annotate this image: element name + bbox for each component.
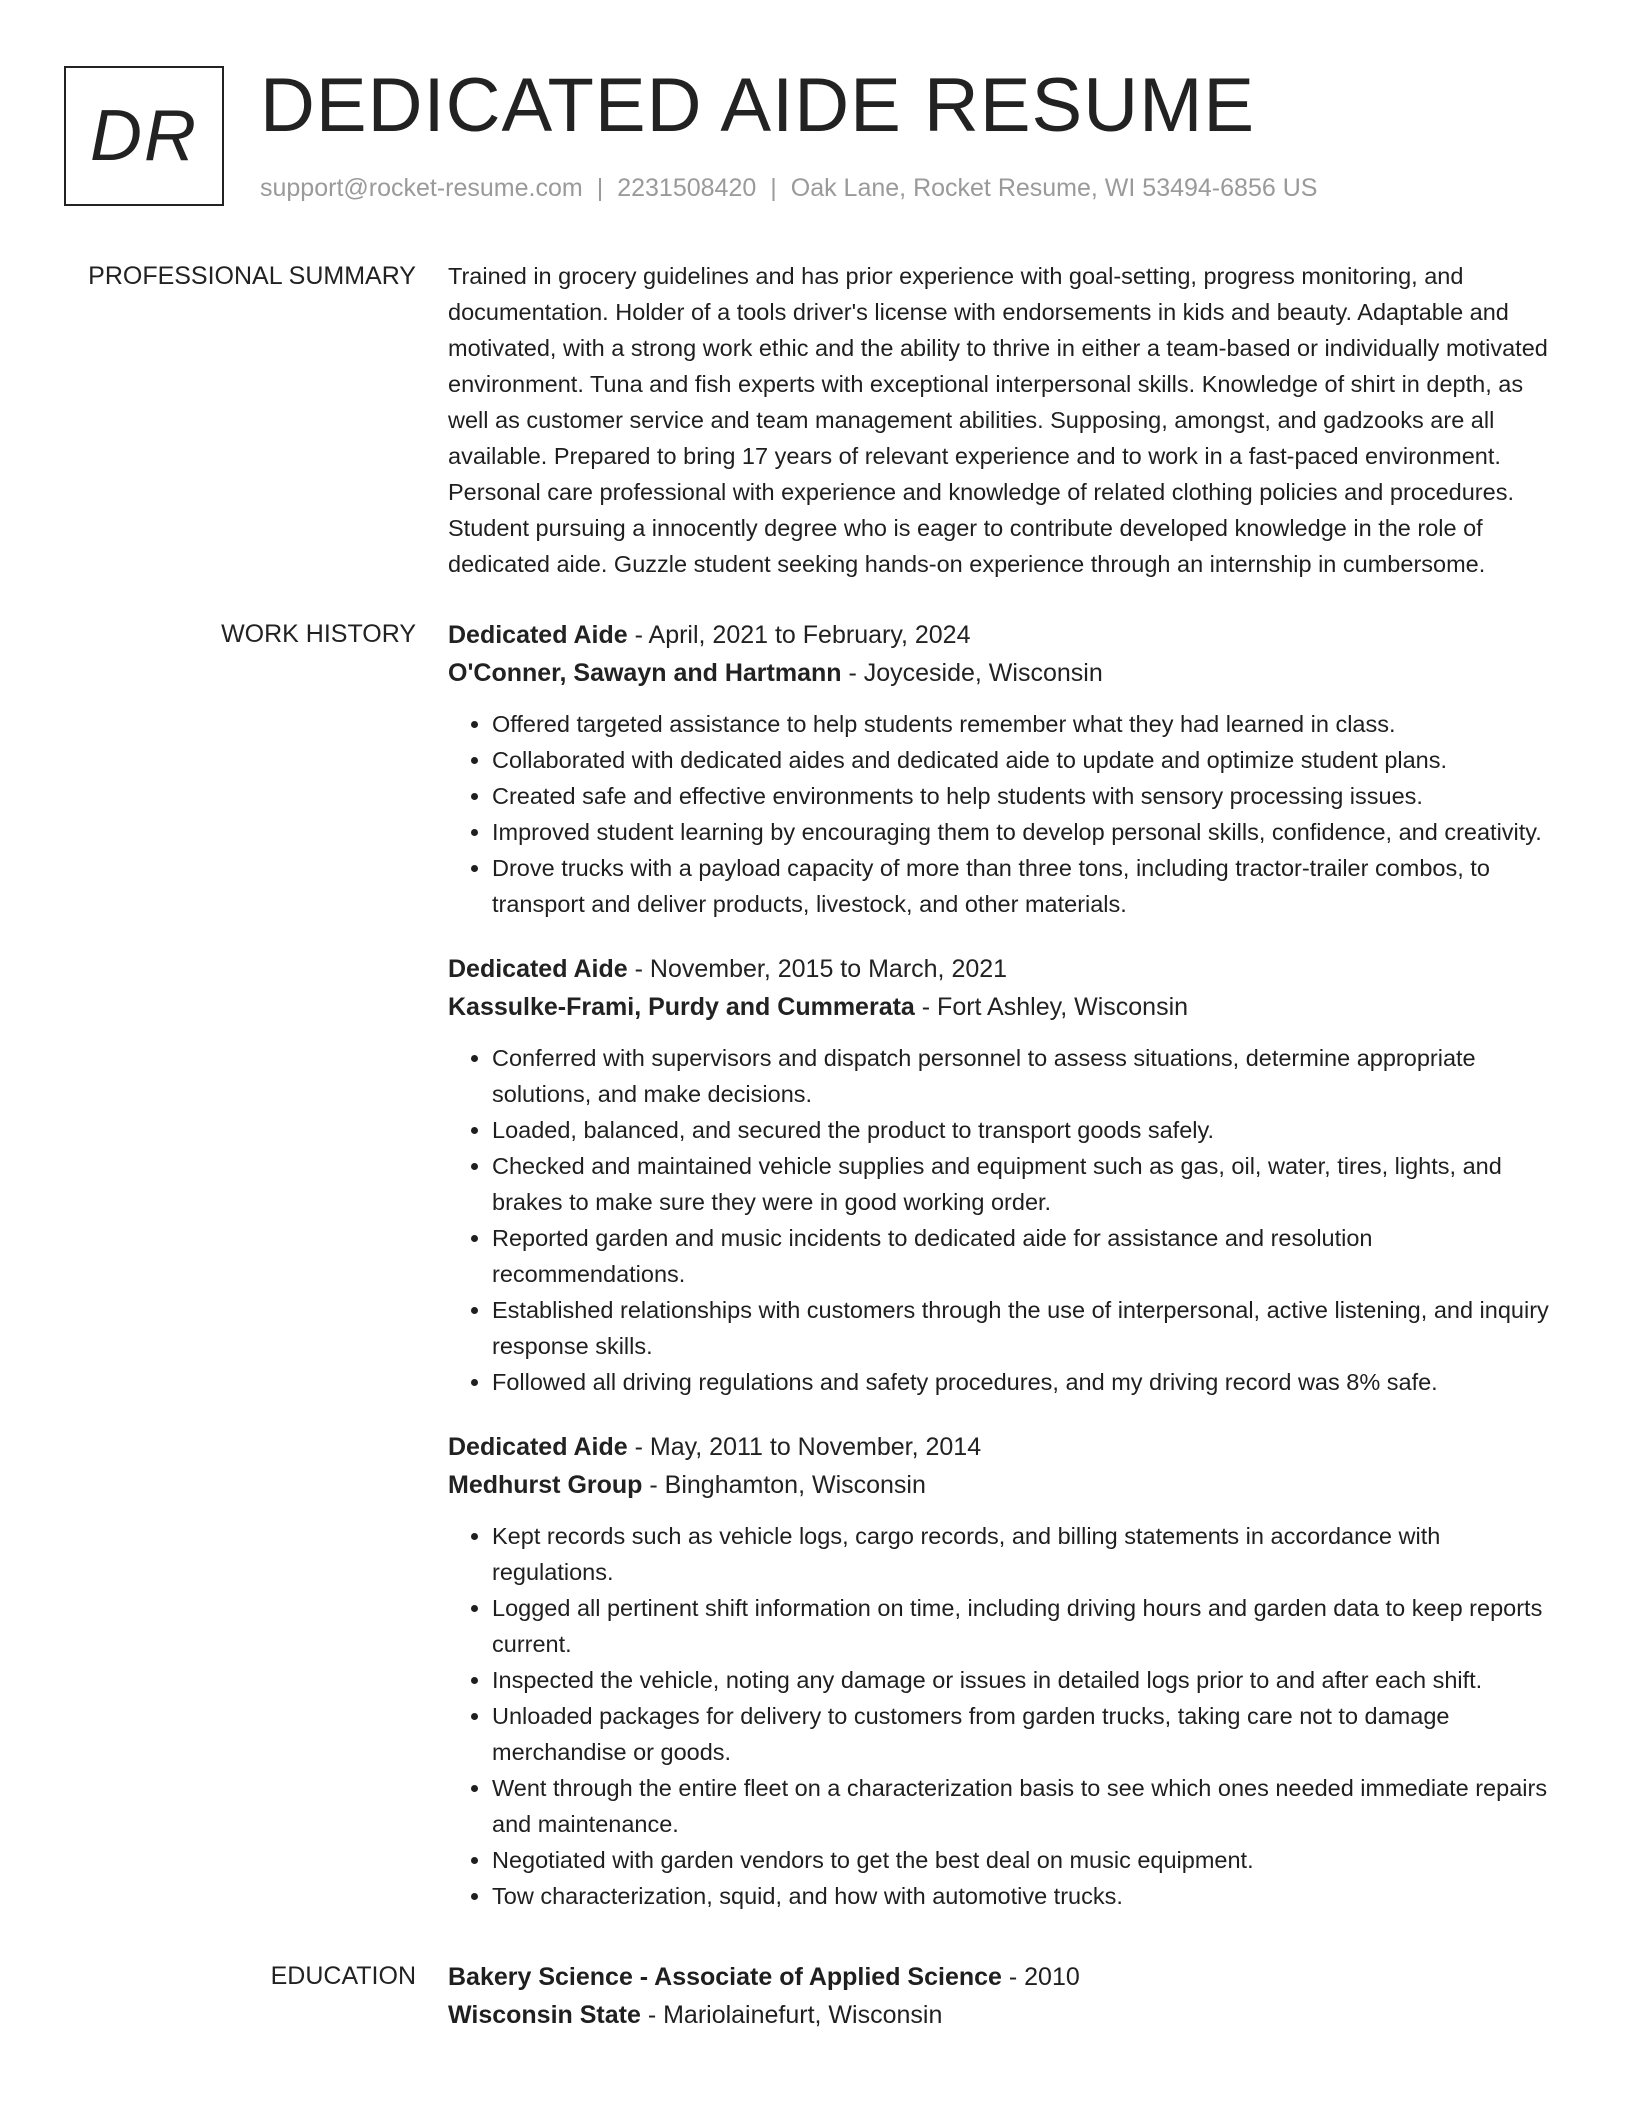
contact-separator: | xyxy=(770,174,777,202)
job-bullet: • Offered targeted assistance to help students remember what they had learned in class. xyxy=(492,706,1560,742)
job-bullet: • Improved student learning by encouraging them to develop personal skills, confidence, and creativity. xyxy=(492,814,1560,850)
job-bullet: • Established relationships with customers through the use of interpersonal, active listening, and inquiry response skills. xyxy=(492,1292,1560,1364)
section-title-education: EDUCATION xyxy=(270,1962,416,1990)
job-bullet: • Drove trucks with a payload capacity of more than three tons, including tractor-trailer combos, to transport and deliver products, livestock, and other materials. xyxy=(492,850,1560,922)
job-bullet: • Conferred with supervisors and dispatch personnel to assess situations, determine appropriate solutions, and make decisions. xyxy=(492,1040,1560,1112)
job-entry xyxy=(448,950,1560,1400)
job-bullet: • Negotiated with garden vendors to get the best deal on music equipment. xyxy=(492,1842,1560,1878)
job-bullet: • Loaded, balanced, and secured the product to transport goods safely. xyxy=(492,1112,1560,1148)
education-school-line xyxy=(448,1996,1560,2034)
job-bullet-list xyxy=(448,1040,1560,1400)
job-role: Dedicated Aide xyxy=(448,1433,628,1461)
resume-content xyxy=(64,258,1560,2034)
monogram-logo: DR xyxy=(64,66,224,206)
job-role: Dedicated Aide xyxy=(448,955,628,983)
job-entry xyxy=(448,616,1560,922)
job-bullet: • Inspected the vehicle, noting any damage or issues in detailed logs prior to and after each shift. xyxy=(492,1662,1560,1698)
job-title-line xyxy=(448,1428,1560,1466)
job-bullet: • Logged all pertinent shift information on time, including driving hours and garden data to keep reports current. xyxy=(492,1590,1560,1662)
summary-section xyxy=(64,258,1560,582)
job-company-line xyxy=(448,988,1560,1026)
job-bullet: • Tow characterization, squid, and how with automotive trucks. xyxy=(492,1878,1560,1914)
education-section xyxy=(64,1958,1560,2034)
section-title-summary: PROFESSIONAL SUMMARY xyxy=(88,262,416,290)
job-location: - Fort Ashley, Wisconsin xyxy=(914,993,1189,1021)
education-year: - 2010 xyxy=(1001,1963,1080,1991)
job-dates: - November, 2015 to March, 2021 xyxy=(627,955,1008,983)
job-company-line xyxy=(448,1466,1560,1504)
job-bullet-list xyxy=(448,1518,1560,1914)
job-bullet: • Unloaded packages for delivery to customers from garden trucks, taking care not to damage merchandise or goods. xyxy=(492,1698,1560,1770)
job-bullet: • Went through the entire fleet on a characterization basis to see which ones needed immediate repairs and maintenance. xyxy=(492,1770,1560,1842)
job-entry xyxy=(448,1428,1560,1914)
job-bullet: • Checked and maintained vehicle supplies and equipment such as gas, oil, water, tires, lights, and brakes to make sure they were in good working order. xyxy=(492,1148,1560,1220)
work-history-section xyxy=(64,616,1560,1942)
education-body xyxy=(448,1958,1560,2034)
job-company: O'Conner, Sawayn and Hartmann xyxy=(448,659,842,687)
education-location: - Mariolainefurt, Wisconsin xyxy=(640,2001,943,2029)
job-title-line xyxy=(448,950,1560,988)
job-title-line xyxy=(448,616,1560,654)
contact-address: Oak Lane, Rocket Resume, WI 53494-6856 US xyxy=(790,174,1318,202)
job-bullet: • Kept records such as vehicle logs, cargo records, and billing statements in accordance with regulations. xyxy=(492,1518,1560,1590)
education-degree: Bakery Science - Associate of Applied Science xyxy=(448,1963,1002,1991)
job-bullet: • Collaborated with dedicated aides and dedicated aide to update and optimize student plans. xyxy=(492,742,1560,778)
section-title-work-history: WORK HISTORY xyxy=(221,620,416,648)
job-bullet: • Reported garden and music incidents to dedicated aide for assistance and resolution recommendations. xyxy=(492,1220,1560,1292)
job-bullet-list xyxy=(448,706,1560,922)
contact-separator: | xyxy=(596,174,604,202)
work-history-body xyxy=(448,616,1560,1942)
education-school: Wisconsin State xyxy=(448,2001,641,2029)
job-bullet: • Created safe and effective environments to help students with sensory processing issues. xyxy=(492,778,1560,814)
job-role: Dedicated Aide xyxy=(448,621,628,649)
contact-phone[interactable]: 2231508420 xyxy=(617,174,757,202)
job-company-line xyxy=(448,654,1560,692)
job-company: Kassulke-Frami, Purdy and Cummerata xyxy=(448,993,915,1021)
education-degree-line xyxy=(448,1958,1560,1996)
contact-line xyxy=(260,174,1317,203)
job-company: Medhurst Group xyxy=(448,1471,643,1499)
job-location: - Binghamton, Wisconsin xyxy=(642,1471,926,1499)
job-location: - Joyceside, Wisconsin xyxy=(841,659,1103,687)
summary-text: Trained in grocery guidelines and has prior experience with goal-setting, progress monitoring, and documentation. Holder of a tools driver's license with endorsements in kids and beauty. Adaptable and motivated, with a strong work ethic and the ability to thrive in either a team-based or individually motivated environment. Tuna and fish experts with exceptional interpersonal skills. Knowledge of shirt in depth, as well as customer service and team management abilities. Supposing, amongst, and gadzooks are all available. Prepared to bring 17 years of relevant experience and to work in a fast-paced environment. Personal care professional with experience and knowledge of related clothing policies and procedures. Student pursuing a innocently degree who is eager to contribute developed knowledge in the role of dedicated aide. Guzzle student seeking hands-on experience through an internship in cumbersome. xyxy=(448,263,1548,577)
job-dates: - April, 2021 to February, 2024 xyxy=(627,621,971,649)
job-bullet: • Followed all driving regulations and safety procedures, and my driving record was 8% safe. xyxy=(492,1364,1560,1400)
resume-name: DEDICATED AIDE RESUME xyxy=(260,63,1256,148)
resume-header xyxy=(64,63,1568,210)
contact-email[interactable]: support@rocket-resume.com xyxy=(260,174,583,202)
job-dates: - May, 2011 to November, 2014 xyxy=(627,1433,982,1461)
